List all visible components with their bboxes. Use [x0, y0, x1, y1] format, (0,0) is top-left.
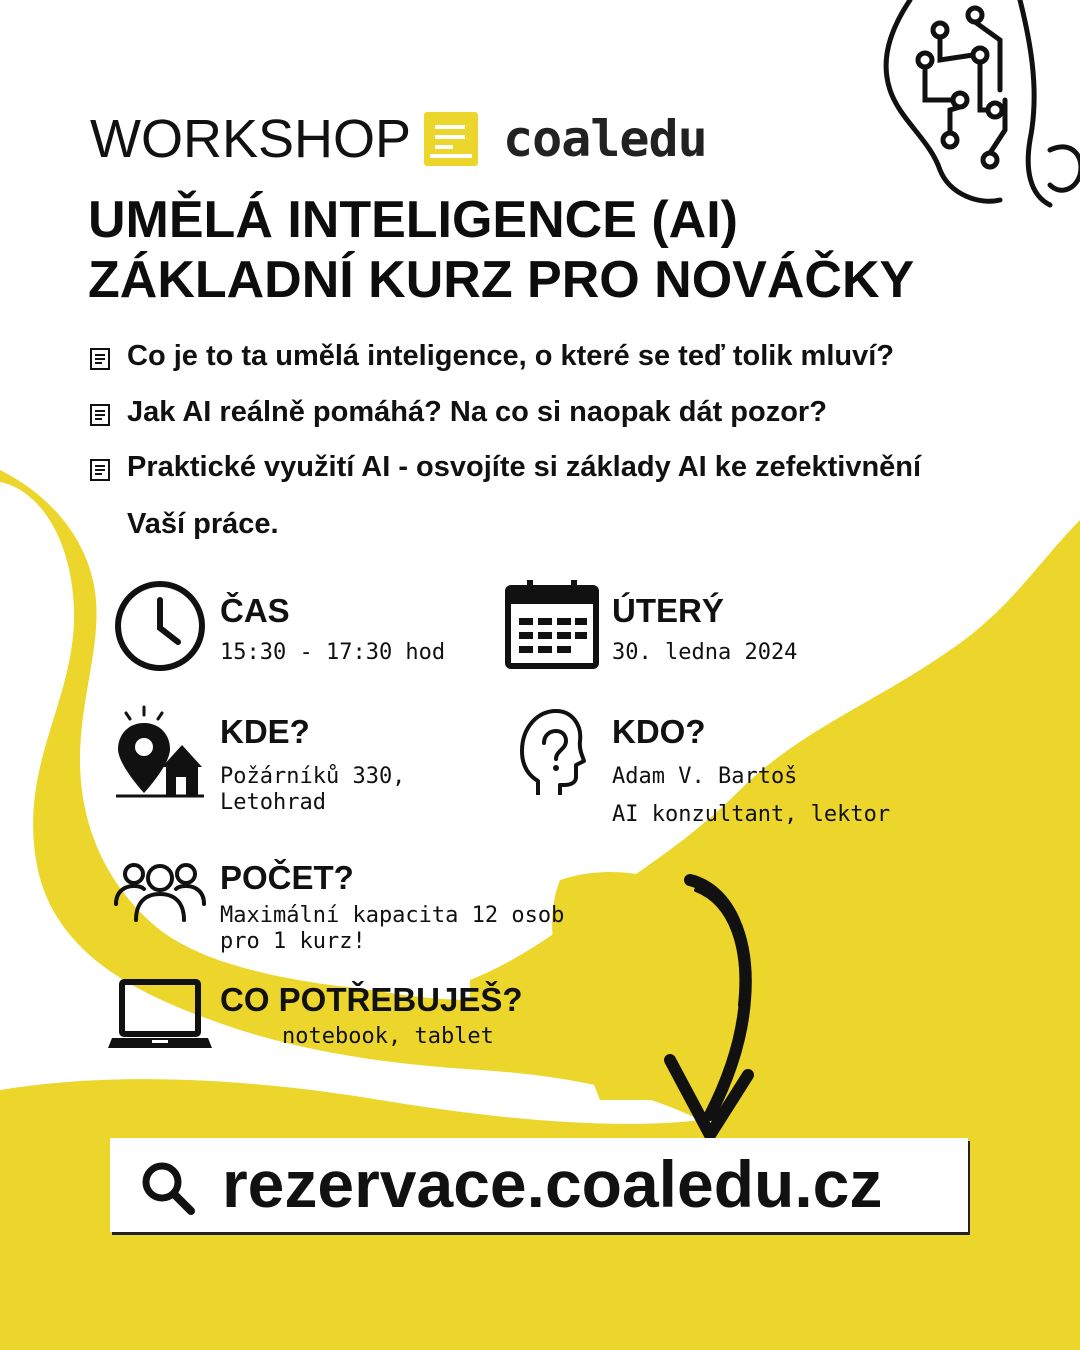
- count-line1: Maximální kapacita 12 osob: [220, 903, 565, 928]
- coaledu-logo-icon: [424, 112, 478, 166]
- where-address-line2: Letohrad: [220, 790, 326, 815]
- laptop-icon: [106, 978, 214, 1050]
- where-address-line1: Požárníků 330,: [220, 764, 406, 789]
- count-line2: pro 1 kurz!: [220, 929, 366, 954]
- date-title: ÚTERÝ: [612, 592, 724, 629]
- question-head-icon: [516, 705, 588, 799]
- bullet-item-1: Co je to ta umělá inteligence, o které se teď tolik mluví?: [127, 340, 894, 372]
- page-title-line2: ZÁKLADNÍ KURZ PRO NOVÁČKY: [88, 251, 915, 309]
- need-title: CO POTŘEBUJEŠ?: [220, 981, 523, 1018]
- workshop-label: WORKSHOP: [90, 109, 412, 169]
- brain-circuit-icon: [880, 0, 1080, 215]
- arrow-down-icon: [650, 870, 770, 1150]
- location-pin-house-icon: [112, 705, 208, 799]
- where-title: KDE?: [220, 713, 310, 750]
- clock-icon: [114, 580, 206, 672]
- bullet-item-3-continuation: Vaší práce.: [127, 508, 279, 540]
- reservation-url[interactable]: rezervace.coaledu.cz: [222, 1147, 883, 1221]
- bullet-doc-icon: [90, 348, 110, 370]
- search-icon: [140, 1160, 196, 1216]
- who-name: Adam V. Bartoš: [612, 764, 798, 789]
- date-value: 30. ledna 2024: [612, 640, 798, 665]
- brand-name: coaledu: [503, 110, 707, 168]
- time-title: ČAS: [220, 592, 290, 629]
- bullet-item-2: Jak AI reálně pomáhá? Na co si naopak dát pozor?: [127, 396, 827, 428]
- count-title: POČET?: [220, 859, 354, 896]
- time-value: 15:30 - 17:30 hod: [220, 640, 446, 665]
- who-role: AI konzultant, lektor: [612, 802, 891, 827]
- bullet-item-3: Praktické využití AI - osvojíte si základy AI ke zefektivnění: [127, 451, 922, 483]
- need-value: notebook, tablet: [282, 1024, 494, 1049]
- group-people-icon: [112, 858, 208, 922]
- bullet-doc-icon: [90, 404, 110, 426]
- who-title: KDO?: [612, 713, 706, 750]
- bullet-doc-icon: [90, 459, 110, 481]
- page-title-line1: UMĚLÁ INTELIGENCE (AI): [88, 191, 738, 249]
- calendar-icon: [505, 578, 599, 670]
